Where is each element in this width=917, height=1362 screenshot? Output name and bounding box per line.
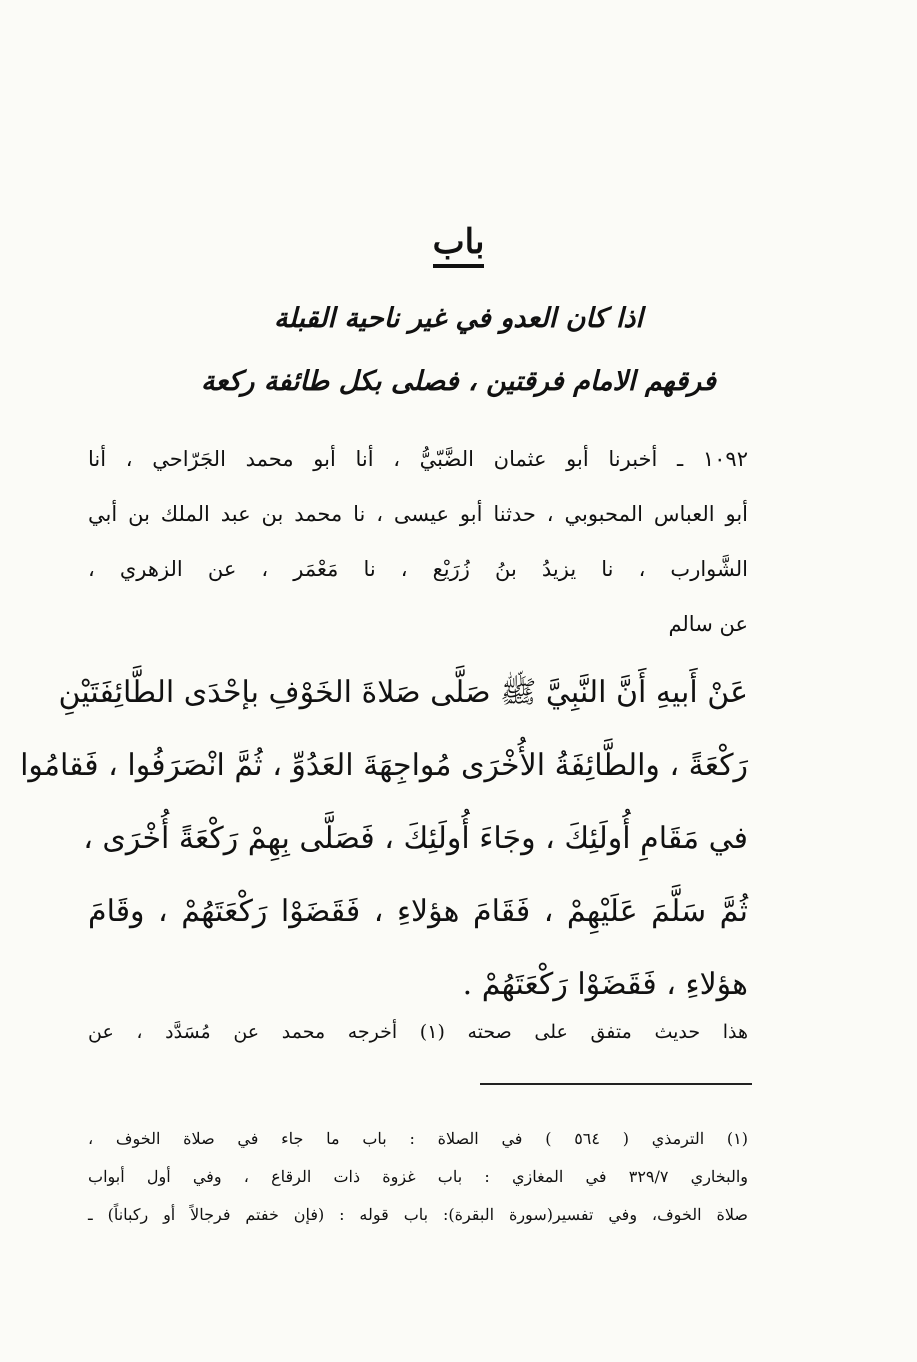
isnad-line: الشَّوارب ، نا يزيدُ بنُ زُرَيْع ، نا مَعْمَر ، عن الزهري ، [88,557,748,581]
chapter-label-text: باب [433,222,485,268]
hadith-isnad [88,432,748,652]
footnote-line: (١) الترمذي ( ٥٦٤ ) في الصلاة : باب ما جاء في صلاة الخوف ، [88,1129,748,1148]
hadith-matn [20,656,748,1021]
commentary-text: هذا حديث متفق على صحته (١) أخرجه محمد عن مُسَدَّد ، عن [88,1021,748,1043]
chapter-title-line-2: فرقهم الامام فرقتين ، فصلى بكل طائفة ركعة [201,366,716,397]
matn-line: عَنْ أَبيهِ أَنَّ النَّبِيَّ ﷺ صَلَّى صَلاةَ الخَوْفِ بإحْدَى الطَّائِفَتَيْنِ [58,675,748,710]
footnote-line: صلاة الخوف، وفي تفسير(سورة البقرة): باب قوله : (فإن خفتم فرجالاً أو ركباناً) ـ [88,1205,748,1224]
isnad-line: أبو العباس المحبوبي ، حدثنا أبو عيسى ، نا محمد بن عبد الملك بن أبي [88,502,748,526]
chapter-label [0,222,917,268]
footnote-divider [480,1083,752,1085]
isnad-line: ١٠٩٢ ـ أخبرنا أبو عثمان الضَّبّيُّ ، أنا أبو محمد الجَرّاحي ، أنا [88,447,748,471]
chapter-title-line-1: اذا كان العدو في غير ناحية القبلة [274,303,643,334]
matn-line: ثُمَّ سَلَّمَ عَلَيْهِمْ ، فَقَامَ هؤلاءِ ، فَقَضَوْا رَكْعَتَهُمْ ، وقَامَ [88,894,748,929]
matn-line: في مَقَامِ أُولَئِكَ ، وجَاءَ أُولَئِكَ ، فَصَلَّى بِهِمْ رَكْعَةً أُخْرَى ، [83,821,748,856]
matn-line: رَكْعَةً ، والطَّائِفَةُ الأُخْرَى مُواجِهَةَ العَدُوِّ ، ثُمَّ انْصَرَفُوا ، فَقامُوا [20,748,748,783]
isnad-line: عن سالم [668,612,748,636]
footnotes [88,1120,748,1234]
matn-line: هؤلاءِ ، فَقَضَوْا رَكْعَتَهُمْ . [462,967,748,1002]
footnote-line: والبخاري ٣٢٩/٧ في المغازي : باب غزوة ذات الرقاع ، وفي أول أبواب [88,1167,748,1186]
